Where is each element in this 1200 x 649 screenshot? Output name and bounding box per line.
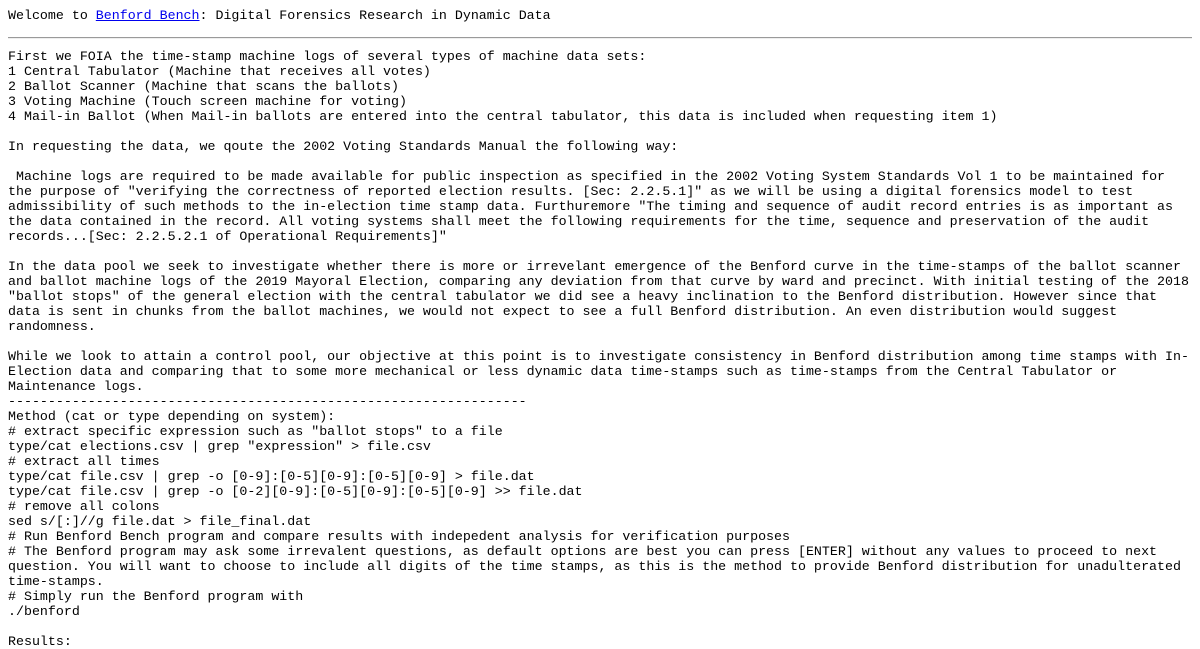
- spacer: [8, 124, 1192, 139]
- method-command: type/cat file.csv | grep -o [0-2][0-9]:[0-5][0-9]:[0-5][0-9] >> file.dat: [8, 484, 583, 499]
- method-command: ./benford: [8, 604, 80, 619]
- method-comment: # extract all times: [8, 454, 160, 469]
- control-pool-paragraph: While we look to attain a control pool, our objective at this point is to investigate consistency in Benford distribution among time stamps with In-Election data and comparing that to some more mechanical or less dynamic data time-stamps such as time-stamps from the Central Tabulator or Maintenance logs.: [8, 349, 1189, 394]
- spacer: [8, 334, 1192, 349]
- method-command: type/cat elections.csv | grep "expression" > file.csv: [8, 439, 431, 454]
- intro-item-central-tabulator: 1 Central Tabulator (Machine that receives all votes): [8, 64, 431, 79]
- method-command: sed s/[:]//g file.dat > file_final.dat: [8, 514, 312, 529]
- method-comment: # Run Benford Bench program and compare results with indepedent analysis for verification purposes: [8, 529, 790, 544]
- intro-item-mail-in-ballot: 4 Mail-in Ballot (When Mail-in ballots are entered into the central tabulator, this data is included when requesting item 1): [8, 109, 998, 124]
- method-comment: # Simply run the Benford program with: [8, 589, 304, 604]
- spacer: [8, 619, 1192, 634]
- dash-divider: -----------------------------------------------------------------: [8, 394, 527, 409]
- intro-item-voting-machine: 3 Voting Machine (Touch screen machine for voting): [8, 94, 407, 109]
- spacer: [8, 154, 1192, 169]
- method-comment: # remove all colons: [8, 499, 160, 514]
- welcome-prefix: Welcome to: [8, 8, 96, 23]
- spacer: [8, 244, 1192, 259]
- welcome-line: [8, 8, 1192, 23]
- results-heading: Results:: [8, 634, 72, 649]
- horizontal-rule: [8, 37, 1192, 39]
- request-paragraph: In requesting the data, we qoute the 2002 Voting Standards Manual the following way:: [8, 139, 679, 154]
- welcome-suffix: : Digital Forensics Research in Dynamic Data: [199, 8, 551, 23]
- intro-item-ballot-scanner: 2 Ballot Scanner (Machine that scans the ballots): [8, 79, 399, 94]
- method-heading: Method (cat or type depending on system):: [8, 409, 336, 424]
- data-pool-paragraph: In the data pool we seek to investigate whether there is more or irrevelant emergence of the Benford curve in the time-stamps of the ballot scanner and ballot machine logs of the 2019 Mayoral Election, comparing any deviation from that curve by ward and precinct. With initial testing of the 2018 "ballot stops" of the general election with the central tabulator we did see a heavy inclination to the Benford distribution. However since that data is sent in chunks from the ballot machines, we would not expect to see a full Benford distribution. An even distribution would suggest randomness.: [8, 259, 1197, 334]
- standards-quote-paragraph: Machine logs are required to be made available for public inspection as specified in the 2002 Voting System Standards Vol 1 to be maintained for the purpose of "verifying the correctness of reported election results. [Sec: 2.2.5.1]" as we will be using a digital forensics model to test admissibility of such methods to the in-election time stamp data. Furthuremore "The timing and sequence of audit record entries is as important as the data contained in the record. All voting systems shall meet the following requirements for the time, sequence and preservation of the audit records...[Sec: 2.2.5.2.1 of Operational Requirements]": [8, 169, 1181, 244]
- benford-bench-link[interactable]: Benford Bench: [95, 8, 200, 23]
- intro-heading: First we FOIA the time-stamp machine logs of several types of machine data sets:: [8, 49, 647, 64]
- method-command: type/cat file.csv | grep -o [0-9]:[0-5][0-9]:[0-5][0-9] > file.dat: [8, 469, 535, 484]
- method-comment: # The Benford program may ask some irrevalent questions, as default options are best you can press [ENTER] without any values to proceed to next question. You will want to choose to include all digits of the time stamps, as this is the method to provide Benford distribution for unadulterated time-stamps.: [8, 544, 1189, 589]
- method-comment: # extract specific expression such as "ballot stops" to a file: [8, 424, 503, 439]
